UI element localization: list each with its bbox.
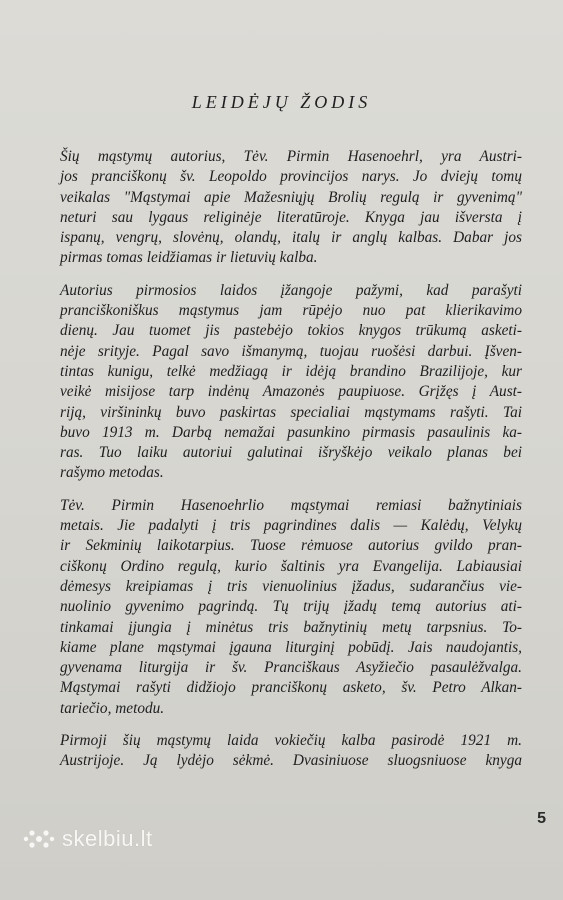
text-line: Autorius pirmosios laidos įžangoje pažymi, kad parašyti bbox=[60, 281, 522, 299]
text-line: pirmas tomas leidžiamas ir lietuvių kalba. bbox=[60, 249, 318, 267]
text-line: Pirmoji šių mąstymų laida vokiečių kalba pasirodė 1921 m. bbox=[60, 732, 522, 750]
text-line: ispanų, vengrų, slovėnų, olandų, italų ir anglų kalbas. Dabar jos bbox=[60, 229, 522, 247]
paragraph-3 bbox=[60, 496, 522, 719]
text-line: pranciškoniškus mąstymus jam rūpėjo nuo pat klierikavimo bbox=[60, 302, 522, 320]
text-line: nuolinio gyvenimo pagrindą. Tų trijų įžadų temą autorius ati- bbox=[60, 598, 522, 616]
page-number: 5 bbox=[537, 810, 546, 827]
paragraph-1 bbox=[60, 147, 522, 269]
text-line: tinkamai įjungia į minėtus tris bažnytinių metų tarpsnius. To- bbox=[60, 618, 522, 636]
text-line: tintas kunigu, telkė medžiagą ir idėją brandino Brazilijoje, kur bbox=[60, 362, 522, 380]
text-line: metais. Jie padalyti į tris pagrindines dalis — Kalėdų, Velykų bbox=[60, 517, 522, 535]
text-line: ir Sekminių laikotarpius. Tuose rėmuose autorius gvildo pran- bbox=[60, 537, 522, 555]
text-line: tariečio, metodu. bbox=[60, 699, 165, 717]
text-line: riją, viršininkų buvo paskirtas specialiai mąstymams rašyti. Tai bbox=[60, 403, 522, 421]
text-line: kiame plane mąstymai įgauna liturginį pobūdį. Jais naudojantis, bbox=[60, 638, 522, 656]
text-line: Tėv. Pirmin Hasenoehrlio mąstymai remiasi bažnytiniais bbox=[60, 496, 522, 514]
watermark bbox=[22, 826, 153, 852]
watermark-text: skelbiu.lt bbox=[62, 826, 153, 851]
text-line: Šių mąstymų autorius, Tėv. Pirmin Hasenoehrl, yra Austri- bbox=[60, 148, 522, 165]
text-line: rašymo metodas. bbox=[60, 464, 164, 482]
text-line: veikalas "Mąstymai apie Mažesniųjų Brolių regulą ir gyvenimą" bbox=[60, 188, 522, 206]
text-line: Mąstymai rašyti didžiojo pranciškonų asketo, šv. Petro Alkan- bbox=[60, 679, 522, 697]
text-line: nėje srityje. Pagal savo išmanymą, tuojau ruošėsi darbui. Įšven- bbox=[60, 342, 522, 360]
text-line: buvo 1913 m. Darbą nemažai pasunkino pirmasis pasaulinis ka- bbox=[60, 423, 522, 441]
text-line: neturi sau lygaus religinėje literatūroje. Knyga jau išversta į bbox=[60, 208, 522, 226]
dots-logo-icon bbox=[22, 827, 56, 851]
paragraph-2 bbox=[60, 281, 522, 484]
text-line: dienų. Jau tuomet jis pastebėjo tokios knygos trūkumą asketi- bbox=[60, 322, 522, 340]
text-line: ras. Tuo laiku autoriui galutinai išryškėjo veikalo planas bei bbox=[60, 444, 522, 462]
text-line: gyvenama liturgija ir šv. Pranciškaus Asyžiečio pasaulėžvalga. bbox=[60, 659, 522, 677]
page-heading: LEIDĖJŲ ŽODIS bbox=[191, 92, 372, 112]
text-line: dėmesys kreipiamas į tris vienuolinius įžadus, sudarančius vie- bbox=[60, 577, 522, 595]
text-line: ciškonų Ordino regulą, kurio šaltinis yra Evangelija. Labiausiai bbox=[60, 557, 522, 575]
text-line: Austrijoje. Ją lydėjo sėkmė. Dvasiniuose sluogsniuose knyga bbox=[60, 752, 522, 770]
text-line: veikė misijose tarp indėnų Amazonės paupiuose. Grįžęs į Aust- bbox=[60, 383, 522, 401]
body-text bbox=[60, 147, 522, 784]
text-line: jos pranciškonų šv. Leopoldo provincijos narys. Jo dviejų tomų bbox=[60, 168, 522, 186]
paragraph-4 bbox=[60, 731, 522, 772]
